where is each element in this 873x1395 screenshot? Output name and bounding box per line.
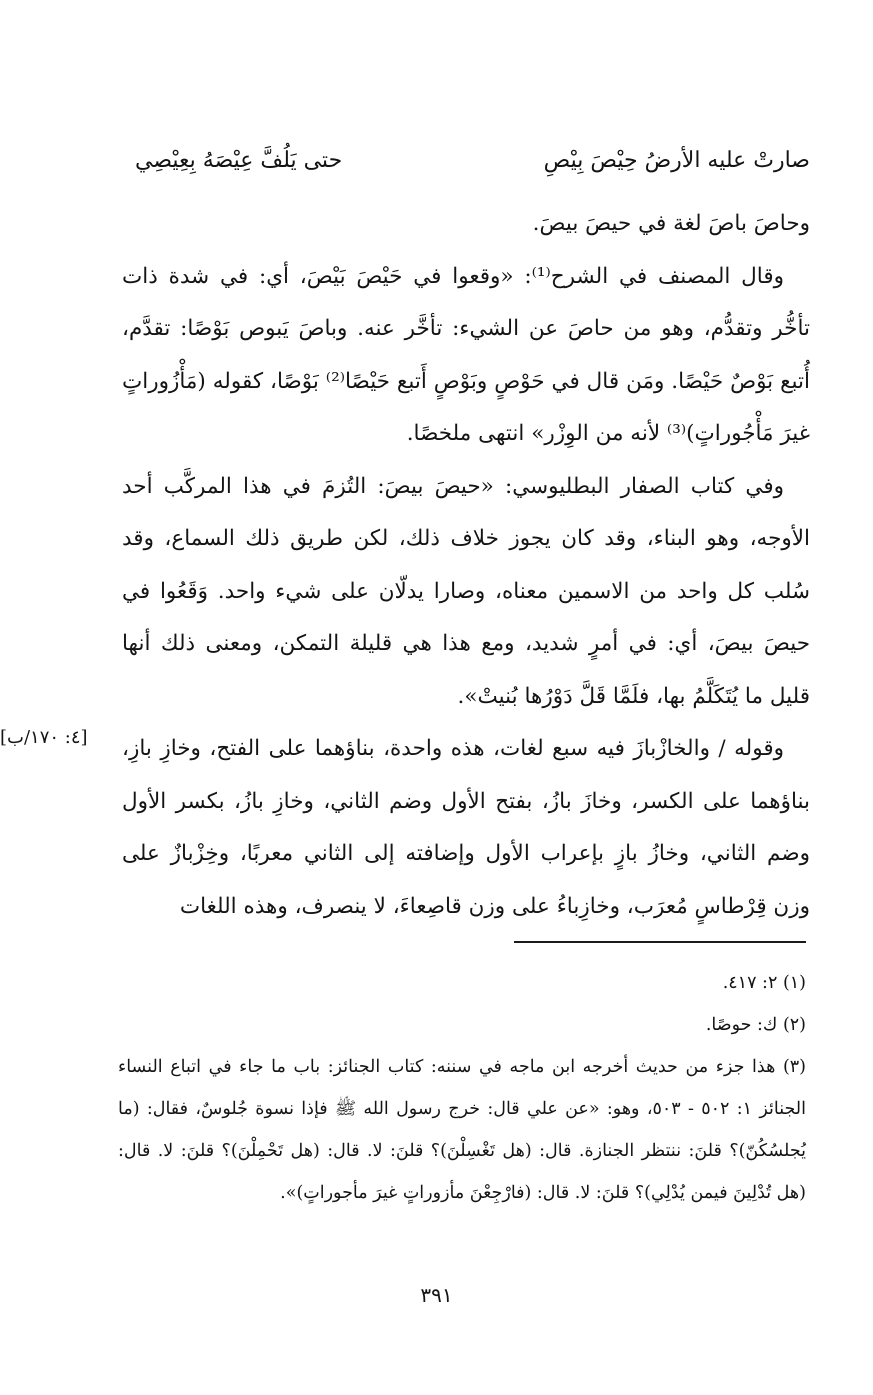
page-number: ٣٩١ (420, 1283, 453, 1307)
verse-right-hemistich: صارتْ عليه الأرضُ حِيْصَ بِيْصِ (543, 147, 810, 173)
paragraph: وقوله / والخازْبازَ فيه سبع لغات، هذه واحدة، بناؤهما على الفتح، وخازِ بازِ، بناؤهما على الكسر، وخازَ بازُ، بفتح الأول وضم الثاني، وخازِ بازُ، بكسر الأول وضم الثاني، وخازُ بازٍ بإعراب الأول وإضافته إلى الثاني معربًا، وخِزْبازٌ على وزن قِرْطاسٍ مُعرَب، وخازِباءُ على وزن قاصِعاءَ، لا ينصرف، وهذه اللغات (122, 736, 810, 919)
footnote-item (118, 1004, 806, 1046)
footnote-text: هذا جزء من حديث أخرجه ابن ماجه في سننه: كتاب الجنائز: باب ما جاء في اتباع النساء الجنائز ١: ٥٠٢ - ٥٠٣، وهو: «عن علي قال: خرج رسول الله ﷺ فإذا نسوة جُلوسٌ، فقال: (ما يُجلسُكُنّ)؟ قلنَ: ننتظر الجنازة. قال: (هل تَغْسِلْنَ)؟ قلنَ: لا. قال: (هل تَحْمِلْنَ)؟ قلنَ: لا. قال: (هل تُدْلِينَ فيمن يُدْلِي)؟ قلنَ: لا. قال: (فارْجِعْنَ مأزوراتٍ غيرَ مأجوراتٍ)». (118, 1057, 806, 1203)
footnote-number: (١) (782, 973, 806, 993)
footnotes (118, 962, 806, 1214)
manuscript-folio-reference: [٤: ١٧٠/ب] (0, 727, 88, 748)
poetry-verse (135, 138, 810, 182)
paragraph: وقال المصنف في الشرح⁽¹⁾: «وقعوا في حَيْصَ بَيْصَ، أي: في شدة ذات تأخُّر وتقدُّم، وهو من حاصَ عن الشيء: تأخَّر عنه. وباصَ يَبوص بَوْصًا: تقدَّم، أُتبع بَوْصٌ حَيْصًا. ومَن قال في حَوْصٍ وبَوْصٍ أَتبع حَيْصًا⁽²⁾ بَوْصًا، كقوله (مَأْزُوراتٍ غيرَ مَأْجُوراتٍ)⁽³⁾ لأنه من الوِزْر» انتهى ملخصًا. (122, 263, 810, 446)
footnote-item (118, 962, 806, 1004)
footnote-number: (٣) (782, 1057, 806, 1077)
footnote-separator-rule (514, 941, 806, 943)
footnote-item (118, 1046, 806, 1214)
verse-left-hemistich: حتى يَلُفَّ عِيْصَهُ بِعِيْصِي (135, 147, 343, 173)
paragraph: وحاصَ باصَ لغة في حيصَ بيصَ. (532, 211, 810, 236)
paragraph: وفي كتاب الصفار البطليوسي: «حيصَ بيصَ: التُزمَ في هذا المركَّب أحد الأوجه، وهو البناء، وقد كان يجوز خلاف ذلك، لكن طريق ذلك السماع، وقد سُلب كل واحد من الاسمين معناه، وصارا يدلّان على شيء واحد. وَقَعُوا في حيصَ بيصَ، أي: في أمرٍ شديد، ومع هذا هي قليلة التمكن، ومعنى ذلك أنها قليل ما يُتَكَلَّمُ بها، فلَمَّا قَلَّ دَوْرُها بُنيتْ». (122, 473, 810, 709)
footnote-text: ك: حوصًا. (705, 1015, 778, 1035)
main-text (122, 198, 810, 933)
footnote-text: ٢: ٤١٧. (722, 973, 778, 993)
footnote-number: (٢) (782, 1015, 806, 1035)
